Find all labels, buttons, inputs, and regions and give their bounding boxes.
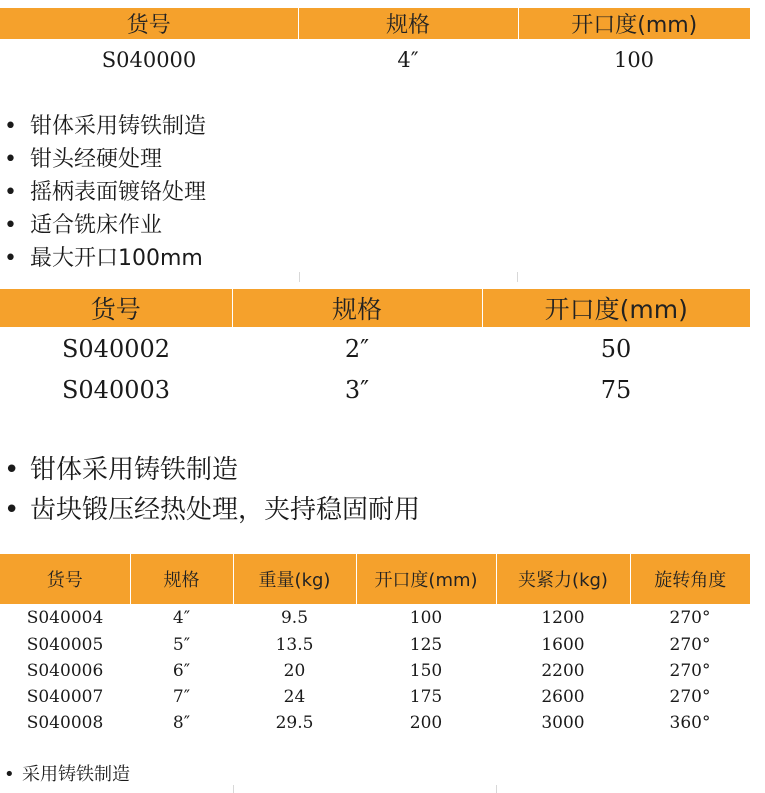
divider-tick: [299, 272, 300, 282]
item-code: S040008: [26, 713, 104, 733]
item-code: S040004: [26, 608, 104, 628]
table-row: [0, 604, 750, 632]
size-cell: 8″: [172, 713, 191, 733]
table-row: [0, 684, 750, 710]
feature-list-1: [0, 110, 206, 275]
rotation-cell: 270°: [669, 608, 711, 628]
opening-cell: 150: [409, 661, 443, 681]
clamp-force-cell: 1600: [541, 635, 585, 655]
opening-cell: 75: [600, 376, 632, 404]
table-row: [0, 632, 750, 658]
rotation-cell: 360°: [669, 713, 711, 733]
size-cell: 2″: [344, 335, 370, 363]
divider-tick: [233, 785, 234, 793]
size-cell: 4″: [172, 608, 191, 628]
item-code: S040007: [26, 687, 104, 707]
size-cell: 5″: [172, 635, 191, 655]
divider-tick: [496, 785, 497, 793]
weight-cell: 20: [283, 661, 306, 681]
header-cell: 旋转角度: [630, 554, 750, 604]
opening-cell: 100: [409, 608, 443, 628]
clamp-force-cell: 1200: [541, 608, 585, 628]
spec-table-2: [0, 289, 765, 409]
list-item: • 钳体采用铸铁制造: [0, 110, 206, 143]
list-item: • 摇柄表面镀铬处理: [0, 176, 206, 209]
list-item: • 齿块锻压经热处理，夹持稳固耐用: [0, 490, 420, 530]
clamp-force-cell: 3000: [541, 713, 585, 733]
opening-cell: 50: [600, 335, 632, 363]
table-row: [0, 710, 750, 736]
list-item: • 钳体采用铸铁制造: [0, 450, 420, 490]
header-cell: 货号: [0, 289, 232, 327]
spec-table-3: [0, 554, 765, 736]
opening-cell: 125: [409, 635, 443, 655]
header-cell: 开口度(mm): [356, 554, 496, 604]
item-code: S040005: [26, 635, 104, 655]
table-row: [0, 39, 750, 81]
header-cell: 货号: [0, 554, 130, 604]
item-code: S040002: [61, 335, 171, 363]
item-code: S040000: [101, 48, 197, 72]
table-header-row: [0, 289, 750, 327]
opening-cell: 100: [613, 48, 655, 72]
opening-cell: 175: [409, 687, 443, 707]
size-cell: 7″: [172, 687, 191, 707]
list-item: • 最大开口100mm: [0, 242, 206, 275]
feature-list-2: [0, 450, 420, 530]
weight-cell: 13.5: [275, 635, 314, 655]
rotation-cell: 270°: [669, 661, 711, 681]
table-1: [0, 8, 750, 81]
header-cell: 规格: [232, 289, 482, 327]
item-code: S040006: [26, 661, 104, 681]
table-header-row: [0, 8, 750, 39]
size-cell: 3″: [344, 376, 370, 404]
weight-cell: 29.5: [275, 713, 314, 733]
weight-cell: 24: [283, 687, 306, 707]
size-cell: 6″: [172, 661, 191, 681]
header-cell: 货号: [0, 8, 298, 39]
clamp-force-cell: 2600: [541, 687, 585, 707]
clamp-force-cell: 2200: [541, 661, 585, 681]
table-3: [0, 554, 750, 736]
header-cell: 重量(kg): [233, 554, 356, 604]
list-item: • 适合铣床作业: [0, 209, 206, 242]
header-cell: 规格: [298, 8, 518, 39]
list-item: • 钳头经硬处理: [0, 143, 206, 176]
table-header-row: [0, 554, 750, 604]
opening-cell: 200: [409, 713, 443, 733]
item-code: S040003: [61, 376, 171, 404]
divider-tick: [517, 272, 518, 282]
table-row: [0, 327, 750, 371]
list-item: • 采用铸铁制造: [0, 762, 130, 788]
rotation-cell: 270°: [669, 687, 711, 707]
header-cell: 规格: [130, 554, 233, 604]
size-cell: 4″: [397, 48, 419, 72]
header-cell: 夹紧力(kg): [496, 554, 630, 604]
rotation-cell: 270°: [669, 635, 711, 655]
header-cell: 开口度(mm): [482, 289, 750, 327]
weight-cell: 9.5: [280, 608, 309, 628]
feature-list-3: [0, 762, 130, 788]
table-row: [0, 658, 750, 684]
table-row: [0, 371, 750, 409]
table-2: [0, 289, 750, 409]
spec-table-1: [0, 8, 765, 81]
header-cell: 开口度(mm): [518, 8, 750, 39]
